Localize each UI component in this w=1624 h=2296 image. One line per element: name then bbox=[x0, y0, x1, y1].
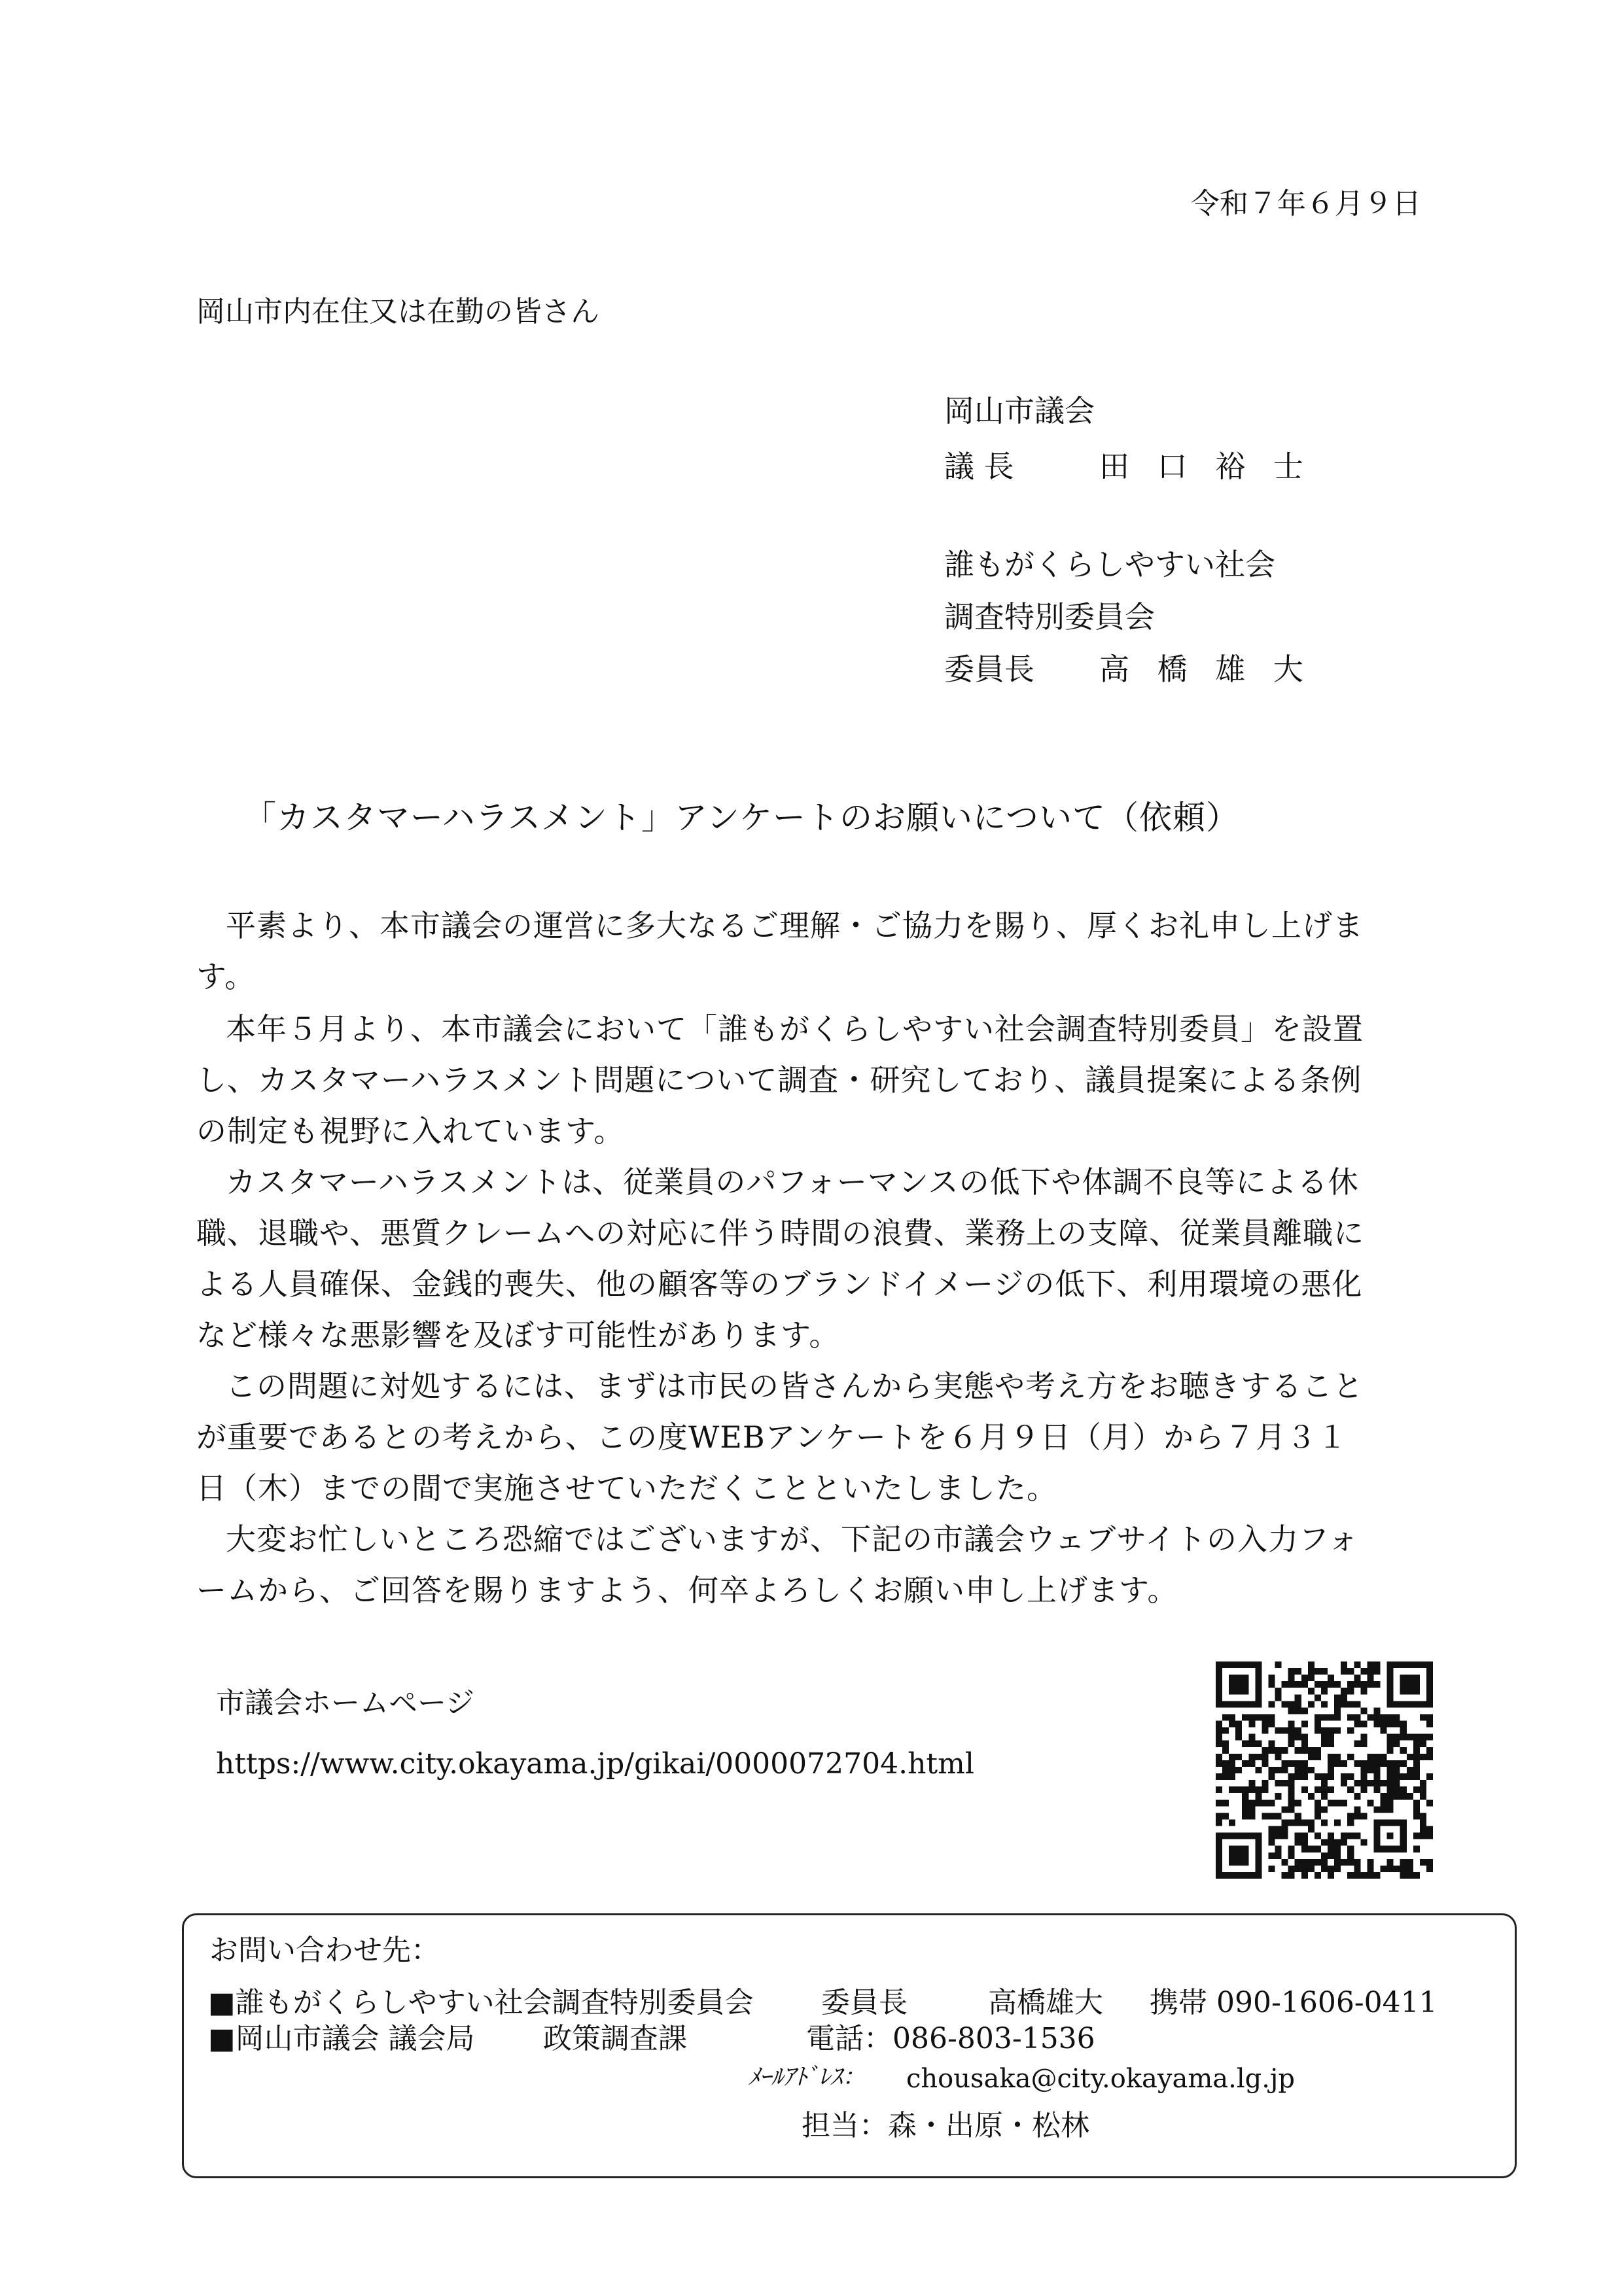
body-line: この問題に対処するには、まずは市民の皆さんから実態や考え方をお聴きすること bbox=[226, 1368, 1364, 1404]
chair-title: 議 長 bbox=[944, 449, 1014, 484]
contact-committee-name: 高橋雄大 bbox=[988, 1986, 1103, 2019]
contact-heading: お問い合わせ先： bbox=[209, 1934, 440, 1967]
body-line: す。 bbox=[196, 959, 256, 994]
body-line: 大変お忙しいところ恐縮ではございますが、下記の市議会ウェブサイトの入力フォ bbox=[226, 1522, 1359, 1557]
body-line: よる人員確保、金銭的喪失、他の顧客等のブランドイメージの低下、利用環境の悪化 bbox=[196, 1266, 1363, 1302]
body-line: 平素より、本市議会の運営に多大なるご理解・ご協力を賜り、厚くお礼申し上げま bbox=[226, 908, 1364, 943]
body-line: が重要であるとの考えから、この度WEBアンケートを６月９日（月）から７月３１ bbox=[196, 1419, 1348, 1455]
contact-staff: 担当：森・出原・松林 bbox=[802, 2109, 1089, 2142]
document-date: 令和７年６月９日 bbox=[1191, 187, 1421, 220]
qr-code-icon[interactable] bbox=[1216, 1661, 1433, 1879]
body-line: カスタマーハラスメントは、従業員のパフォーマンスの低下や体調不良等による休 bbox=[226, 1164, 1359, 1200]
contact-committee: ■誰もがくらしやすい社会調査特別委員会 bbox=[208, 1986, 754, 2019]
homepage-url-link[interactable]: https://www.city.okayama.jp/gikai/0000072704.html bbox=[216, 1747, 974, 1781]
contact-office-phone: 電話：086-803-1536 bbox=[806, 2022, 1095, 2055]
committee-chair-name: 高 橋 雄 大 bbox=[1099, 652, 1313, 687]
body-line: し、カスタマーハラスメント問題について調査・研究しており、議員提案による条例 bbox=[196, 1062, 1362, 1098]
body-line: 職、退職や、悪質クレームへの対応に伴う時間の浪費、業務上の支障、従業員離職に bbox=[196, 1215, 1365, 1251]
body-line: の制定も視野に入れています。 bbox=[196, 1113, 625, 1149]
contact-office: ■岡山市議会 議会局 bbox=[208, 2022, 475, 2055]
addressee: 岡山市内在住又は在勤の皆さん bbox=[196, 295, 599, 328]
committee-name-line1: 誰もがくらしやすい社会 bbox=[944, 547, 1275, 582]
body-line: など様々な悪影響を及ぼす可能性があります。 bbox=[196, 1317, 840, 1353]
email-label: ﾒｰﾙｱﾄﾞﾚｽ： bbox=[748, 2064, 866, 2091]
committee-name-line2: 調査特別委員会 bbox=[944, 599, 1155, 635]
sender-org: 岡山市議会 bbox=[944, 393, 1095, 428]
committee-chair-title: 委員長 bbox=[944, 652, 1034, 687]
homepage-label: 市議会ホームページ bbox=[216, 1686, 475, 1720]
document-title: 「カスタマーハラスメント」アンケートのお願いについて（依頼） bbox=[243, 799, 1239, 837]
contact-committee-role: 委員長 bbox=[821, 1986, 908, 2019]
email-link[interactable]: chousaka@city.okayama.lg.jp bbox=[906, 2064, 1295, 2094]
chair-name: 田 口 裕 士 bbox=[1099, 449, 1313, 484]
body-line: 日（木）までの間で実施させていただくことといたしました。 bbox=[196, 1470, 1057, 1506]
body-line: ームから、ご回答を賜りますよう、何卒よろしくお願い申し上げます。 bbox=[196, 1573, 1178, 1608]
body-line: 本年５月より、本市議会において「誰もがくらしやすい社会調査特別委員」を設置 bbox=[226, 1011, 1364, 1047]
contact-department: 政策調査課 bbox=[543, 2022, 687, 2055]
contact-mobile-phone: 携帯 090-1606-0411 bbox=[1150, 1986, 1438, 2019]
